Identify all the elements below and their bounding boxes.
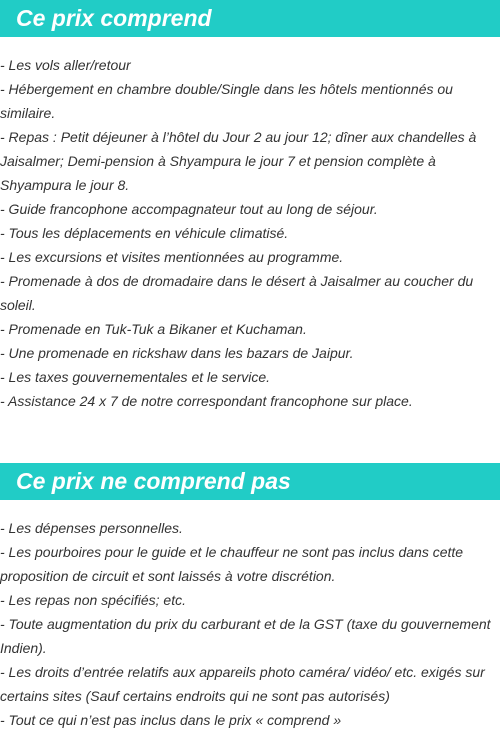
list-item: - Les vols aller/retour	[0, 57, 131, 73]
list-item: - Une promenade en rickshaw dans les bazars de Jaipur.	[0, 345, 354, 361]
list-item: - Les droits d’entrée relatifs aux appareils photo caméra/ vidéo/ etc. exigés sur certains sites (Sauf certains endroits qui ne sont pas autorisés)	[0, 664, 485, 704]
list-item: - Tous les déplacements en véhicule climatisé.	[0, 225, 289, 241]
includes-section-title: Ce prix comprend	[0, 0, 500, 37]
excludes-list	[0, 516, 500, 732]
list-item: - Les excursions et visites mentionnées au programme.	[0, 249, 344, 265]
list-item: - Les taxes gouvernementales et le service.	[0, 369, 271, 385]
list-item: - Tout ce qui n’est pas inclus dans le prix « comprend »	[0, 712, 342, 728]
list-item: - Promenade à dos de dromadaire dans le désert à Jaisalmer au coucher du soleil.	[0, 273, 474, 313]
list-item: - Promenade en Tuk-Tuk a Bikaner et Kuchaman.	[0, 321, 307, 337]
list-item: - Assistance 24 x 7 de notre correspondant francophone sur place.	[0, 393, 413, 409]
list-item: - Hébergement en chambre double/Single dans les hôtels mentionnés ou similaire.	[0, 81, 453, 121]
list-item: - Les repas non spécifiés; etc.	[0, 592, 186, 608]
list-item: - Les pourboires pour le guide et le chauffeur ne sont pas inclus dans cette proposition de circuit et sont laissés à votre discrétion.	[0, 544, 464, 584]
list-item: - Guide francophone accompagnateur tout au long de séjour.	[0, 201, 378, 217]
list-item: - Les dépenses personnelles.	[0, 520, 183, 536]
includes-list	[0, 53, 500, 413]
list-item: - Toute augmentation du prix du carburant et de la GST (taxe du gouvernement Indien).	[0, 616, 491, 656]
excludes-section-title: Ce prix ne comprend pas	[0, 463, 500, 500]
list-item: - Repas : Petit déjeuner à l’hôtel du Jour 2 au jour 12; dîner aux chandelles à Jaisalmer; Demi-pension à Shyampura le jour 7 et pension complète à Shyampura le jour 8.	[0, 129, 477, 193]
